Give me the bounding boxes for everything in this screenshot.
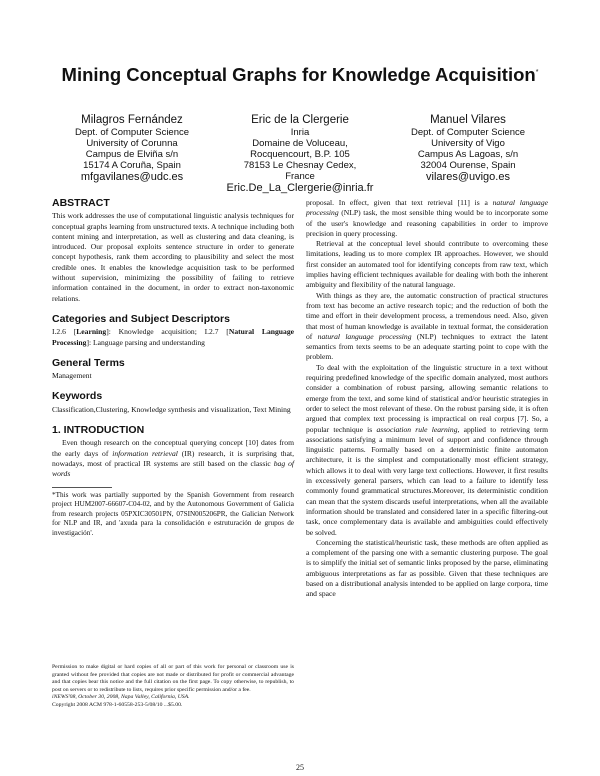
author-email: Eric.De_La_Clergerie@inria.fr (226, 182, 374, 194)
author-affiliation-line: Inria (290, 127, 310, 138)
author-affiliation-line: University of Corunna (86, 138, 178, 149)
body-paragraph: With things as they are, the automatic construction of practical structures from text has become an active research topic; and the reduction of both the time and effort in their development process, a tremendous need. Also, given that most of human knowledge is available in textual format, the consideration of natural language processing (NLP) techniques to extract the latent semantics from texts seems to be an adequate starting point to cope with the problem. (306, 290, 548, 362)
categories-text: I.2.6 [Learning]: Knowledge acquisition; I.2.7 [Natural Language Processing]: Language parsing and understanding (52, 327, 294, 347)
categories-heading: Categories and Subject Descriptors (52, 312, 230, 325)
permission-notice (52, 664, 294, 710)
author-email: vilares@uvigo.es (426, 171, 510, 183)
keywords-heading: Keywords (52, 390, 103, 403)
introduction-heading: 1. INTRODUCTION (52, 424, 145, 437)
keywords-text: Classification,Clustering, Knowledge synthesis and visualization, Text Mining (52, 404, 291, 414)
author-affiliation-line: University of Vigo (431, 138, 505, 149)
author-affiliation-line: France (285, 171, 315, 182)
author-3 (388, 113, 548, 195)
author-block (52, 113, 548, 195)
author-1 (52, 113, 212, 195)
page-number: 25 (296, 763, 304, 772)
copyright-line: Copyright 2008 ACM 978-1-60558-253-5/08/10 ...$5.00. (52, 701, 183, 708)
paper-title: Mining Conceptual Graphs for Knowledge Acquisition* (61, 64, 539, 85)
author-affiliation-line: Campus As Lagoas, s/n (417, 149, 519, 160)
author-email: mfgavilanes@udc.es (80, 171, 184, 183)
author-affiliation-line: 32004 Ourense, Spain (420, 160, 516, 171)
body-paragraph: Concerning the statistical/heuristic task, these methods are often applied as a complement of the parsing one with a semantic clustering purpose. The goal is to simplify the initial set of semantic links proposed by the parse, eliminating ambiguous interpretations as far as possible. Given that these techniques are based on a distributional analysis intended to be applied on large corpora, time and space (306, 537, 548, 599)
conference-line: iNEWS'08, October 30, 2008, Napa Valley, California, USA. (52, 694, 190, 701)
body-paragraph: To deal with the exploitation of the linguistic structure in a text without requiring predefined knowledge of the specific domain analyzed, most authors consider a combination of robust parsing, allowing semantic relations to emerge from the text, and some kind of statistical and/or heuristic strategies in order to select the most relevant of these. On the robust parsing side, it is often argued that complex text processing is impractical on real corpus [7]. So, a popular technique is association rule learning, applied to retrieving term associations satisfying a minimum level of support and confidence through linguistic patterns. Formally based on a deterministic finite automaton architecture, it is the simplest and computationally most efficient strategy, which allows it to deal with very large text collections. However, it first results in excessively general parsers, which can lead to a failure to identify less commonly found grammatical structures.Moreover, its deterministic condition can mean that the system discards useful interpretations, when all the available information should be translated and considered later in a specific filtering-out task, once complementary data is available and ambiguities could effectively be solved. (306, 362, 549, 537)
general-terms-heading: General Terms (52, 356, 125, 369)
introduction-paragraph: Even though research on the conceptual querying concept [10] dates from the early days of information retrieval (IR) research, it is surprising that, nowadays, most of practical IR systems are still based on the classic bag of words (52, 438, 294, 479)
footnote-rule (52, 487, 112, 488)
general-terms-text: Management (52, 371, 92, 381)
author-affiliation-line: Dept. of Computer Science (410, 127, 526, 138)
left-column (52, 198, 294, 539)
permission-text: Permission to make digital or hard copies of all or part of this work for personal or classroom use is granted without fee provided that copies are not made or distributed for profit or commercial advantage and that copies bear this notice and the full citation on the first page. To copy otherwise, to republish, to post on servers or to redistribute to lists, requires prior specific permission and/or a fee. (52, 664, 294, 693)
author-affiliation-line: 78153 Le Chesnay Cedex, (243, 160, 357, 171)
author-affiliation-line: Dept. of Computer Science (74, 127, 190, 138)
funding-footnote: *This work was partially supported by the Spanish Government from research project HUM2007-66607-C04-02, and by the Autonomous Government of Galicia from research projects 05PXIC30501PN, 07SIN005206PR, the Galician Network for NLP and IR, and 'axuda para la consolidación e estruturación de grupos de investigación'. (52, 490, 294, 537)
author-name: Milagros Fernández (81, 114, 183, 126)
body-paragraph: Retrieval at the conceptual level should contribute to overcoming these limitations, leading us to more complex IR approaches. However, we should first consider an automated tool for identifying concepts from raw text, which implies having efficient techniques available for dealing with both the inherent ambiguity and flexibility of the natural language. (306, 239, 548, 290)
title-footnote-mark: * (535, 68, 539, 76)
abstract-heading: ABSTRACT (52, 197, 110, 209)
right-column (306, 198, 548, 600)
abstract-text: This work addresses the use of computational linguistic analysis techniques for conceptual graphs learning from unstructured texts. A technique including both content mining and interpretation, as well as clustering and data cleaning, is introduced. Our proposal exploits sentence structure in order to generate concept hypothesis, rank them according to plausibility and select the most credible ones. It enables the knowledge acquisition task to be performed without supervision, minimizing the possibility of failing to retrieve information contained in the document, in order to extract non-taxonomic relations. (52, 211, 294, 303)
author-name: Manuel Vilares (430, 114, 506, 126)
author-affiliation-line: Domaine de Voluceau, (252, 138, 348, 149)
author-2 (216, 113, 384, 195)
author-affiliation-line: Rocquencourt, B.P. 105 (250, 149, 350, 160)
author-affiliation-line: 15174 A Coruña, Spain (83, 160, 181, 171)
author-name: Eric de la Clergerie (251, 114, 349, 126)
author-affiliation-line: Campus de Elviña s/n (85, 149, 179, 160)
body-paragraph: proposal. In effect, given that text retrieval [11] is a natural language processing (NLP) task, the most sensible thing would be to incorporate some of the user's knowledge and reasoning capabilities in order to improve precision in query processing. (306, 198, 548, 238)
